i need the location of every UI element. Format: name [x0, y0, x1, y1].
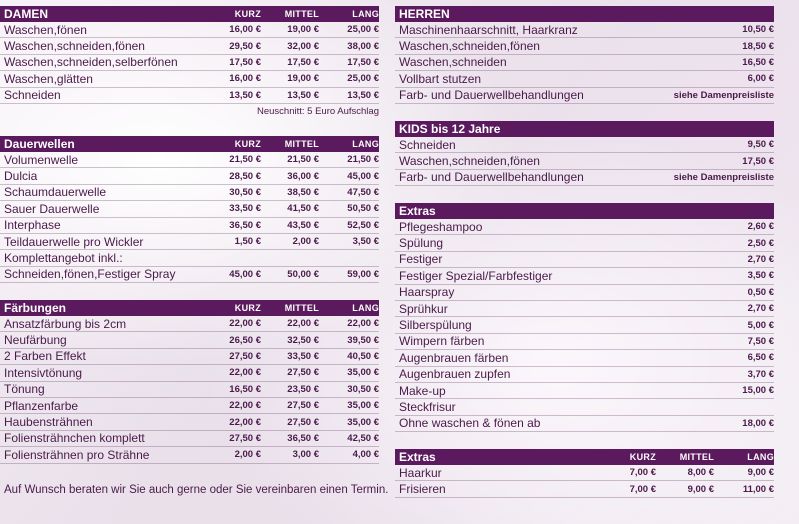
- price-lang: 4,00 €: [352, 449, 379, 461]
- price-lang: 35,00 €: [347, 416, 379, 428]
- dauerwellen-rows: [0, 152, 379, 283]
- service-name: Make-up: [399, 383, 446, 398]
- service-name: Haarkur: [399, 465, 442, 480]
- price-mittel: 21,50 €: [287, 154, 319, 166]
- price-lang: 17,50 €: [347, 56, 379, 68]
- price-row: [0, 382, 379, 398]
- extras-header: [395, 203, 774, 219]
- price: 2,70 €: [747, 303, 774, 315]
- col-kurz: KURZ: [234, 303, 261, 313]
- price: siehe Damenpreisliste: [673, 171, 774, 183]
- price-lang: 9,00 €: [747, 467, 774, 479]
- service-name: Schneiden: [4, 88, 61, 103]
- service-name: Neufärbung: [4, 333, 67, 348]
- service-name: Festiger Spezial/Farbfestiger: [399, 268, 553, 283]
- price-mittel: 41,50 €: [287, 203, 319, 215]
- herren-header: [395, 6, 774, 22]
- col-kurz: KURZ: [629, 452, 656, 462]
- price-row: [0, 55, 379, 71]
- price: 6,50 €: [747, 352, 774, 364]
- price-row: [0, 414, 379, 430]
- damen-header: [0, 6, 379, 22]
- price-row: [0, 349, 379, 365]
- service-name: Pflanzenfarbe: [4, 398, 79, 413]
- price-lang: 21,50 €: [347, 154, 379, 166]
- col-mittel: MITTEL: [284, 9, 319, 19]
- service-name: Waschen,schneiden,fönen: [4, 39, 145, 54]
- price-row: [395, 301, 774, 317]
- price-row: [395, 399, 774, 415]
- col-lang: LANG: [352, 303, 379, 313]
- price: 3,50 €: [747, 270, 774, 282]
- service-name: Volumenwelle: [4, 152, 79, 167]
- price-row: [395, 285, 774, 301]
- price-lang: 3,50 €: [352, 236, 379, 248]
- price-mittel: 27,50 €: [287, 416, 319, 428]
- price-row: [0, 398, 379, 414]
- price: 2,60 €: [747, 221, 774, 233]
- service-name: Wimpern färben: [399, 334, 485, 349]
- price: 10,50 €: [742, 24, 774, 36]
- col-lang: LANG: [747, 452, 774, 462]
- price-kurz: 7,00 €: [629, 467, 656, 479]
- price-mittel: 19,00 €: [287, 24, 319, 36]
- service-name: Interphase: [4, 218, 61, 233]
- price: 16,50 €: [742, 56, 774, 68]
- extras2-title: Extras: [399, 450, 436, 464]
- price-mittel: 13,50 €: [287, 89, 319, 101]
- dauerwellen-title: Dauerwellen: [4, 137, 75, 151]
- extras2-rows: [395, 465, 774, 498]
- price-lang: 25,00 €: [347, 73, 379, 85]
- price-row: [395, 268, 774, 284]
- price-row: [0, 71, 379, 87]
- price-lang: 50,50 €: [347, 203, 379, 215]
- price-mittel: 38,50 €: [287, 186, 319, 198]
- kids-rows: [395, 137, 774, 186]
- service-name: Maschinenhaarschnitt, Haarkranz: [399, 22, 578, 37]
- faerbungen-table: [0, 300, 379, 464]
- price-mittel: 36,00 €: [287, 170, 319, 182]
- service-name: Haubensträhnen: [4, 415, 93, 430]
- service-name: Schneiden,fönen,Festiger Spray: [4, 267, 176, 282]
- service-name: Farb- und Dauerwellbehandlungen: [399, 170, 584, 185]
- price-mittel: 36,50 €: [287, 432, 319, 444]
- service-name: Ohne waschen & fönen ab: [399, 416, 541, 431]
- price-lang: 35,00 €: [347, 400, 379, 412]
- service-name: Dulcia: [4, 169, 38, 184]
- price-row: [395, 481, 774, 497]
- price-row: [395, 252, 774, 268]
- service-name: Intensivtönung: [4, 365, 83, 380]
- faerbungen-title: Färbungen: [4, 301, 66, 315]
- price-kurz: 30,50 €: [229, 186, 261, 198]
- service-name: Foliensträhnen pro Strähne: [4, 447, 150, 462]
- service-name: Sauer Dauerwelle: [4, 201, 100, 216]
- price: 7,50 €: [747, 335, 774, 347]
- service-name: 2 Farben Effekt: [4, 349, 86, 364]
- price-row: [0, 234, 379, 250]
- price-mittel: 27,50 €: [287, 400, 319, 412]
- price-mittel: 2,00 €: [292, 236, 319, 248]
- service-name: Silberspülung: [399, 318, 472, 333]
- price-lang: 39,50 €: [347, 334, 379, 346]
- price-row: [0, 152, 379, 168]
- price-kurz: 36,50 €: [229, 219, 261, 231]
- price-mittel: 22,00 €: [287, 318, 319, 330]
- price-kurz: 27,50 €: [229, 350, 261, 362]
- price-mittel: 43,50 €: [287, 219, 319, 231]
- service-name: Waschen,schneiden,selberfönen: [4, 55, 178, 70]
- price-row: [0, 88, 379, 104]
- price-kurz: 22,00 €: [229, 318, 261, 330]
- price-row: [395, 137, 774, 153]
- footer-note: Auf Wunsch beraten wir Sie auch gerne oder Sie vereinbaren einen Termin.: [4, 484, 389, 496]
- service-name: Frisieren: [399, 482, 446, 497]
- service-name: Festiger: [399, 252, 443, 267]
- herren-title: HERREN: [399, 7, 450, 21]
- price-row: [0, 38, 379, 54]
- price-row: [395, 334, 774, 350]
- service-name: Waschen,schneiden,fönen: [399, 154, 540, 169]
- price-kurz: 27,50 €: [229, 432, 261, 444]
- col-mittel: MITTEL: [284, 139, 319, 149]
- price: 9,50 €: [747, 139, 774, 151]
- price-lang: 40,50 €: [347, 350, 379, 362]
- price: 2,50 €: [747, 237, 774, 249]
- price-row: [0, 431, 379, 447]
- service-name: Teildauerwelle pro Wickler: [4, 234, 144, 249]
- price-row: [395, 170, 774, 186]
- price-kurz: 45,00 €: [229, 268, 261, 280]
- damen-table: [0, 6, 379, 120]
- price-row: [395, 219, 774, 235]
- col-mittel: MITTEL: [679, 452, 714, 462]
- price-row: [395, 88, 774, 104]
- kids-table: [395, 121, 774, 186]
- price-row: [0, 201, 379, 217]
- service-name: Schneiden: [399, 137, 456, 152]
- price-kurz: 2,00 €: [234, 449, 261, 461]
- price: 15,00 €: [742, 385, 774, 397]
- price: siehe Damenpreisliste: [673, 89, 774, 101]
- price-lang: 25,00 €: [347, 24, 379, 36]
- price-lang: 45,00 €: [347, 170, 379, 182]
- service-name: Foliensträhnchen komplett: [4, 431, 145, 446]
- price-mittel: 8,00 €: [687, 467, 714, 479]
- price-kurz: 22,00 €: [229, 367, 261, 379]
- price-kurz: 22,00 €: [229, 416, 261, 428]
- price-row: [395, 153, 774, 169]
- price-kurz: 16,00 €: [229, 73, 261, 85]
- price-row: [0, 250, 379, 266]
- price-row: [395, 465, 774, 481]
- service-name: Augenbrauen zupfen: [399, 367, 511, 382]
- service-name: Spülung: [399, 236, 444, 251]
- price-mittel: 50,00 €: [287, 268, 319, 280]
- price-mittel: 19,00 €: [287, 73, 319, 85]
- col-mittel: MITTEL: [284, 303, 319, 313]
- price-lang: 22,00 €: [347, 318, 379, 330]
- price-lang: 38,00 €: [347, 40, 379, 52]
- damen-rows: [0, 22, 379, 104]
- price: 18,00 €: [742, 417, 774, 429]
- price-row: [0, 22, 379, 38]
- price-mittel: 3,00 €: [292, 449, 319, 461]
- price-row: [0, 365, 379, 381]
- price-row: [395, 367, 774, 383]
- price-lang: 47,50 €: [347, 186, 379, 198]
- service-name: Waschen,schneiden,fönen: [399, 39, 540, 54]
- col-kurz: KURZ: [234, 139, 261, 149]
- service-name: Tönung: [4, 382, 45, 397]
- price-row: [0, 185, 379, 201]
- price-mittel: 32,50 €: [287, 334, 319, 346]
- price-lang: 30,50 €: [347, 383, 379, 395]
- price-lang: 11,00 €: [742, 483, 774, 495]
- price-mittel: 32,00 €: [287, 40, 319, 52]
- price-row: [395, 38, 774, 54]
- price-kurz: 16,00 €: [229, 24, 261, 36]
- kids-header: [395, 121, 774, 137]
- price-lang: 42,50 €: [347, 432, 379, 444]
- extras2-header: [395, 449, 774, 465]
- price-mittel: 27,50 €: [287, 367, 319, 379]
- price-row: [395, 235, 774, 251]
- service-name: Pflegeshampoo: [399, 219, 483, 234]
- price-row: [395, 383, 774, 399]
- price-row: [0, 218, 379, 234]
- price-lang: 13,50 €: [347, 89, 379, 101]
- price-row: [395, 350, 774, 366]
- price-row: [0, 447, 379, 463]
- price-mittel: 33,50 €: [287, 350, 319, 362]
- damen-note: Neuschnitt: 5 Euro Aufschlag: [257, 105, 379, 117]
- price-row: [395, 22, 774, 38]
- price-kurz: 33,50 €: [229, 203, 261, 215]
- price-row: [395, 71, 774, 87]
- price-kurz: 1,50 €: [234, 236, 261, 248]
- extras2-table: [395, 449, 774, 498]
- herren-table: [395, 6, 774, 104]
- kids-title: KIDS bis 12 Jahre: [399, 122, 501, 136]
- col-lang: LANG: [352, 139, 379, 149]
- service-name: Sprühkur: [399, 301, 448, 316]
- service-name: Vollbart stutzen: [399, 71, 482, 86]
- price-kurz: 13,50 €: [229, 89, 261, 101]
- service-name: Haarspray: [399, 285, 455, 300]
- faerbungen-rows: [0, 316, 379, 464]
- price-lang: 35,00 €: [347, 367, 379, 379]
- price-row: [0, 332, 379, 348]
- price: 0,50 €: [747, 286, 774, 298]
- price-lang: 59,00 €: [347, 268, 379, 280]
- price-mittel: 9,00 €: [687, 483, 714, 495]
- price-kurz: 28,50 €: [229, 170, 261, 182]
- price-row: [395, 55, 774, 71]
- price-mittel: 23,50 €: [287, 383, 319, 395]
- service-name: Steckfrisur: [399, 399, 456, 414]
- price: 6,00 €: [747, 73, 774, 85]
- price: 18,50 €: [742, 40, 774, 52]
- dauerwellen-header: [0, 136, 379, 152]
- price: 17,50 €: [742, 155, 774, 167]
- extras-title: Extras: [399, 204, 436, 218]
- service-name: Farb- und Dauerwellbehandlungen: [399, 88, 584, 103]
- service-name: Schaumdauerwelle: [4, 185, 107, 200]
- extras-table: [395, 203, 774, 432]
- price-kurz: 16,50 €: [229, 383, 261, 395]
- col-lang: LANG: [352, 9, 379, 19]
- price-kurz: 21,50 €: [229, 154, 261, 166]
- extras-rows: [395, 219, 774, 432]
- faerbungen-header: [0, 300, 379, 316]
- price-kurz: 7,00 €: [629, 483, 656, 495]
- price-kurz: 17,50 €: [229, 56, 261, 68]
- col-kurz: KURZ: [234, 9, 261, 19]
- herren-rows: [395, 22, 774, 104]
- price: 3,70 €: [747, 368, 774, 380]
- price-kurz: 22,00 €: [229, 400, 261, 412]
- price-row: [395, 317, 774, 333]
- service-name: Komplettangebot inkl.:: [4, 251, 123, 266]
- price: 2,70 €: [747, 253, 774, 265]
- dauerwellen-table: [0, 136, 379, 283]
- price: 5,00 €: [747, 319, 774, 331]
- service-name: Waschen,glätten: [4, 71, 93, 86]
- service-name: Ansatzfärbung bis 2cm: [4, 316, 127, 331]
- price-kurz: 26,50 €: [229, 334, 261, 346]
- service-name: Waschen,fönen: [4, 22, 87, 37]
- price-row: [0, 267, 379, 283]
- price-mittel: 17,50 €: [287, 56, 319, 68]
- damen-title: DAMEN: [4, 7, 48, 21]
- price-lang: 52,50 €: [347, 219, 379, 231]
- price-kurz: 29,50 €: [229, 40, 261, 52]
- service-name: Waschen,schneiden: [399, 55, 507, 70]
- service-name: Augenbrauen färben: [399, 350, 509, 365]
- price-row: [395, 416, 774, 432]
- price-row: [0, 316, 379, 332]
- price-row: [0, 168, 379, 184]
